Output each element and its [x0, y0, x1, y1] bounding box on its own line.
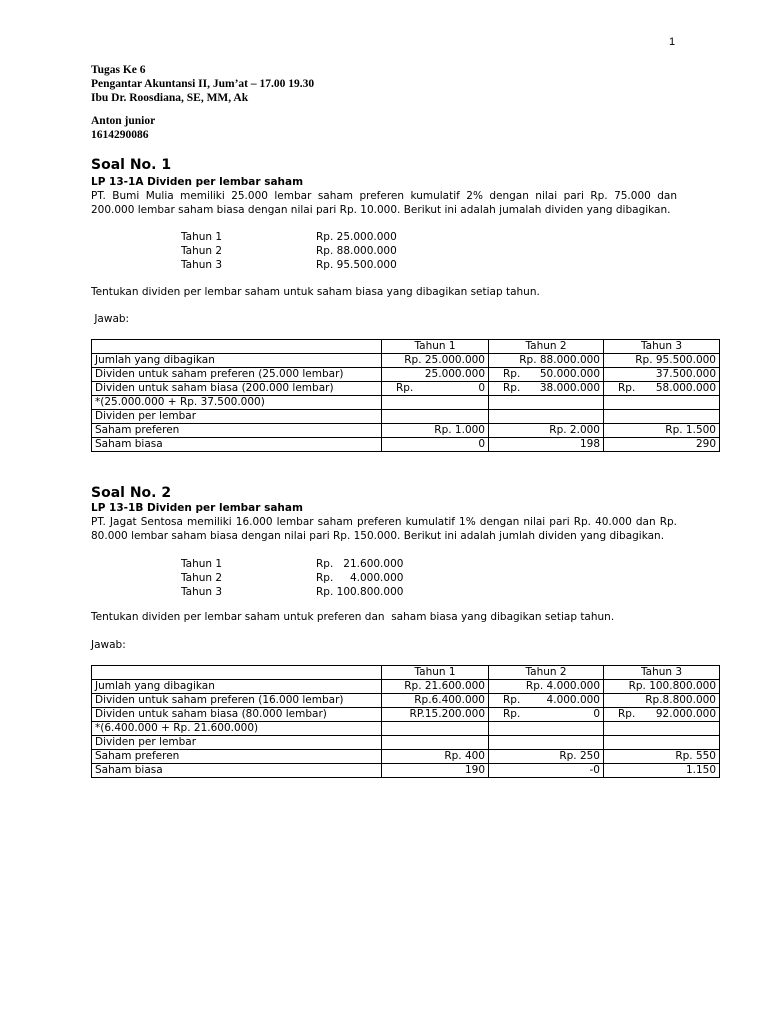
table-row: Saham biasa 0 198 290 — [92, 438, 720, 452]
year-row: Tahun 1 Rp. 21.600.000 — [181, 558, 404, 570]
table-row: Jumlah yang dibagikan Rp. 21.600.000 Rp. 4.000.000 Rp. 100.800.000 — [92, 680, 720, 694]
table-header-row: Tahun 1 Tahun 2 Tahun 3 — [92, 666, 720, 680]
soal2-question: Tentukan dividen per lembar saham untuk preferen dan saham biasa yang dibagikan setiap tahun. — [91, 611, 615, 623]
soal1-subtitle: LP 13-1A Dividen per lembar saham — [91, 176, 304, 188]
table-row: Dividen untuk saham biasa (200.000 lembar) Rp. 0 Rp. 38.000.000 Rp. 58.000.000 — [92, 382, 720, 396]
table-row: Saham preferen Rp. 1.000 Rp. 2.000 Rp. 1.500 — [92, 424, 720, 438]
year-row: Tahun 3 Rp. 95.500.000 — [181, 259, 397, 271]
page-number: 1 — [669, 36, 676, 48]
course-line: Pengantar Akuntansi II, Jum’at – 17.00 19.30 — [91, 78, 315, 90]
lecturer-line: Ibu Dr. Roosdiana, SE, MM, Ak — [91, 92, 249, 104]
soal2-year-list — [181, 557, 441, 599]
table-row: *(6.400.000 + Rp. 21.600.000) — [92, 722, 720, 736]
table-row: Saham preferen Rp. 400 Rp. 250 Rp. 550 — [92, 750, 720, 764]
soal2-paragraph: PT. Jagat Sentosa memiliki 16.000 lembar saham preferen kumulatif 1% dengan nilai pari Rp. 40.000 dan Rp. 80.000 lembar saham biasa dengan nilai pari Rp. 150.000. Berikut ini adalah jumlah dividen yang dibagikan. — [91, 516, 677, 542]
table-row: Dividen untuk saham biasa (80.000 lembar) RP.15.200.000 Rp. 0 Rp. 92.000.000 — [92, 708, 720, 722]
soal2-table — [91, 665, 720, 778]
table-row: Dividen untuk saham preferen (16.000 lembar) Rp.6.400.000 Rp. 4.000.000 Rp.8.800.000 — [92, 694, 720, 708]
year-row: Tahun 1 Rp. 25.000.000 — [181, 231, 397, 243]
table-row: Jumlah yang dibagikan Rp. 25.000.000 Rp. 88.000.000 Rp. 95.500.000 — [92, 354, 720, 368]
table-row: Dividen per lembar — [92, 736, 720, 750]
table-row: Dividen per lembar — [92, 410, 720, 424]
table-row: Saham biasa 190 -0 1.150 — [92, 764, 720, 778]
year-row: Tahun 2 Rp. 4.000.000 — [181, 572, 404, 584]
assignment-title: Tugas Ke 6 — [91, 64, 146, 76]
table-header-row: Tahun 1 Tahun 2 Tahun 3 — [92, 340, 720, 354]
table-row: Dividen untuk saham preferen (25.000 lembar) 25.000.000 Rp. 50.000.000 37.500.000 — [92, 368, 720, 382]
year-row: Tahun 2 Rp. 88.000.000 — [181, 245, 397, 257]
assignment-header — [91, 63, 314, 105]
table-row: *(25.000.000 + Rp. 37.500.000) — [92, 396, 720, 410]
soal1-table — [91, 339, 720, 452]
soal2-title: Soal No. 2 — [91, 485, 172, 501]
soal2-subtitle: LP 13-1B Dividen per lembar saham — [91, 502, 303, 514]
soal1-title: Soal No. 1 — [91, 157, 172, 173]
year-row: Tahun 3 Rp. 100.800.000 — [181, 586, 404, 598]
soal1-paragraph: PT. Bumi Mulia memiliki 25.000 lembar saham preferen kumulatif 2% dengan nilai pari Rp. 75.000 dan 200.000 lembar saham biasa dengan nilai pari Rp. 10.000. Berikut ini adalah jumalah dividen yang dibagikan. — [91, 190, 677, 216]
soal2-jawab: Jawab: — [91, 639, 126, 651]
soal1-year-list — [181, 230, 441, 272]
student-info — [91, 114, 155, 142]
soal1-question: Tentukan dividen per lembar saham untuk saham biasa yang dibagikan setiap tahun. — [91, 286, 540, 298]
student-name: Anton junior — [91, 115, 156, 127]
soal1-jawab: Jawab: — [91, 313, 130, 325]
student-id: 1614290086 — [91, 129, 149, 141]
